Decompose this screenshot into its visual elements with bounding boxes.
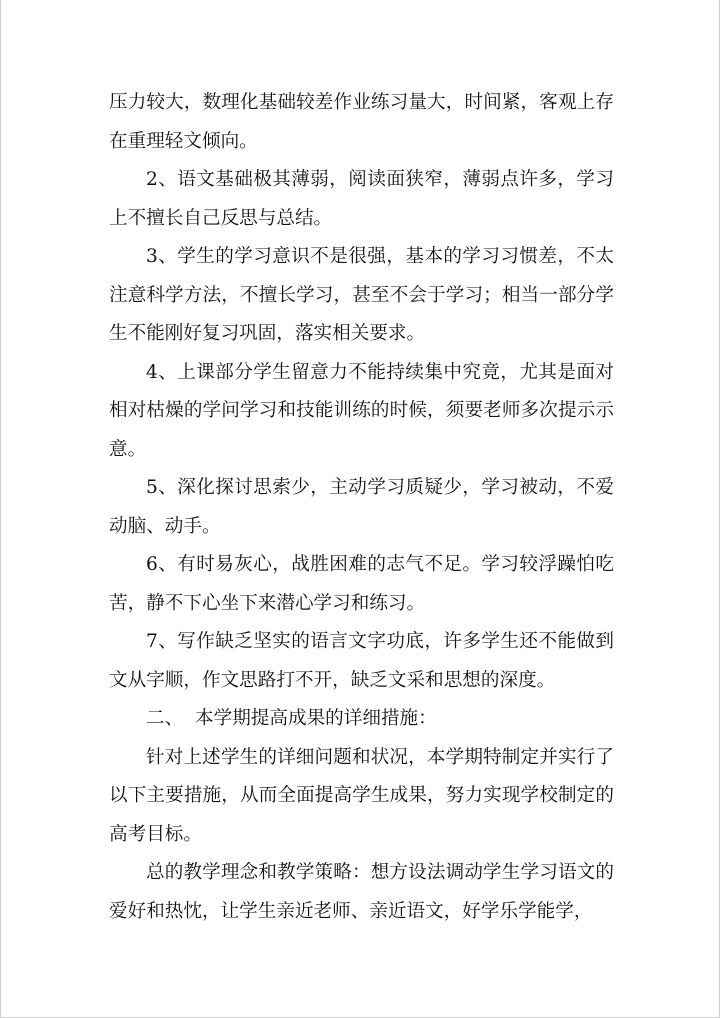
paragraph-teaching-strategy: 总的教学理念和教学策略：想方设法调动学生学习语文的爱好和热忱，让学生亲近老师、亲近语文，好学乐学能学， (109, 862, 614, 922)
paragraph-measures-intro: 针对上述学生的详细问题和状况，本学期特制定并实行了以下主要措施，从而全面提高学生成果，努力实现学校制定的高考目标。 (109, 746, 614, 845)
paragraph-item-5: 5、深化探讨思索少，主动学习质疑少，学习被动，不爱动脑、动手。 (109, 477, 614, 537)
paragraph-item-2: 2、语文基础极其薄弱，阅读面狭窄，薄弱点许多，学习上不擅长自己反思与总结。 (109, 169, 614, 229)
paragraph-continuation: 压力较大，数理化基础较差作业练习量大，时间紧，客观上存在重理轻文倾向。 (109, 92, 614, 152)
paragraph-item-4: 4、上课部分学生留意力不能持续集中究竟，尤其是面对相对枯燥的学问学习和技能训练的时候，须要老师多次提示示意。 (109, 361, 614, 460)
paragraph-item-7: 7、写作缺乏坚实的语言文字功底，许多学生还不能做到文从字顺，作文思路打不开，缺乏文采和思想的深度。 (109, 631, 614, 691)
document-body (109, 84, 614, 931)
paragraph-item-6: 6、有时易灰心，战胜困难的志气不足。学习较浮躁怕吃苦，静不下心坐下来潜心学习和练习。 (109, 554, 614, 614)
paragraph-item-3: 3、学生的学习意识不是很强，基本的学习习惯差，不太注意科学方法，不擅长学习，甚至不会于学习；相当一部分学生不能刚好复习巩固，落实相关要求。 (109, 246, 614, 344)
section-heading: 二、 本学期提高成果的详细措施： (146, 708, 437, 729)
